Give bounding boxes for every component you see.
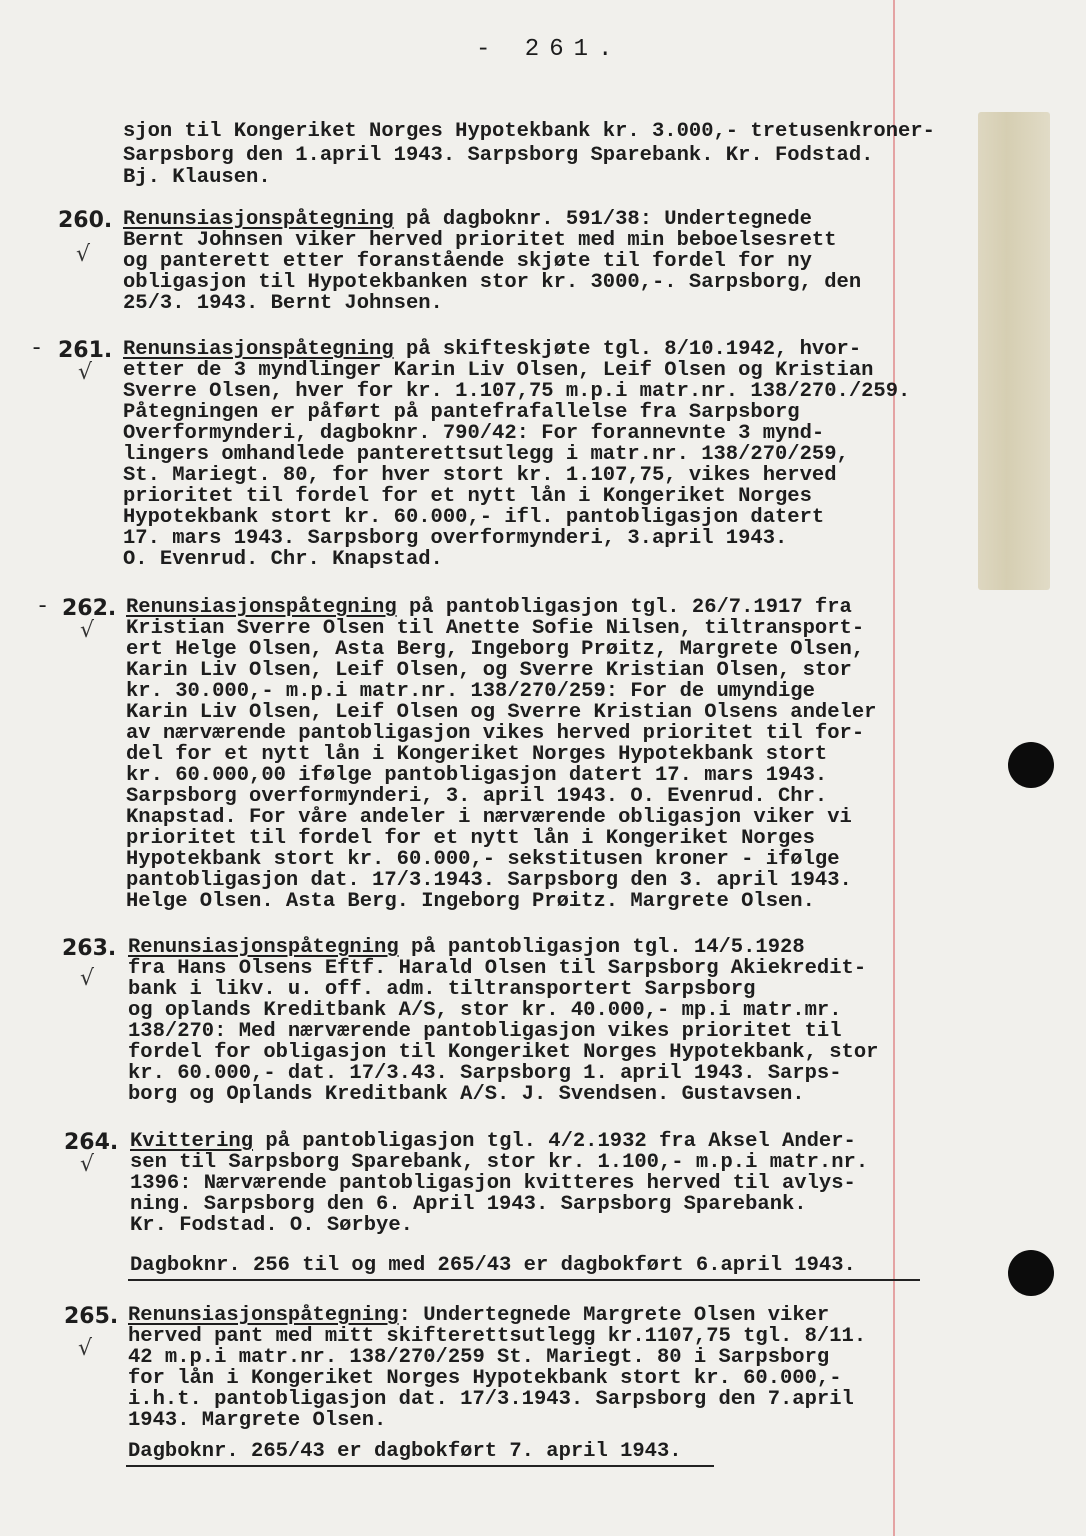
note-underline bbox=[128, 1279, 920, 1281]
note-underline bbox=[126, 1465, 714, 1467]
entry-line: Sverre Olsen, hver for kr. 1.107,75 m.p.i matr.nr. 138/270./259. bbox=[123, 380, 911, 403]
entry-first-text: på pantobligasjon tgl. 26/7.1917 fra bbox=[396, 596, 852, 619]
punch-hole bbox=[1008, 742, 1054, 788]
margin-rule bbox=[893, 0, 895, 1536]
entry-heading: Renunsiasjonspåtegning bbox=[123, 338, 394, 361]
entry-line: ert Helge Olsen, Asta Berg, Ingeborg Prøitz, Margrete Olsen, bbox=[126, 638, 865, 661]
intro-line: sjon til Kongeriket Norges Hypotekbank kr. 3.000,- tretusenkroner- bbox=[123, 120, 935, 143]
entry-line: del for et nytt lån i Kongeriket Norges Hypotekbank stort bbox=[126, 743, 828, 766]
entry-line: og panterett etter foranstående skjøte til fordel for ny bbox=[123, 250, 812, 273]
entry-first-line bbox=[126, 598, 852, 619]
entry-first-text: : Undertegnede Margrete Olsen viker bbox=[398, 1304, 830, 1327]
entry-line: Kristian Sverre Olsen til Anette Sofie Nilsen, tiltransport- bbox=[126, 617, 865, 640]
entry-line: pantobligasjon dat. 17/3.1943. Sarpsborg den 3. april 1943. bbox=[126, 869, 852, 892]
entry-line: av nærværende pantobligasjon vikes herved prioritet til for- bbox=[126, 722, 865, 745]
entry-heading: Renunsiasjonspåtegning bbox=[128, 936, 399, 959]
page-number: - 261. bbox=[476, 36, 623, 63]
entry-line: kr. 30.000,- m.p.i matr.nr. 138/270/259: For de umyndige bbox=[126, 680, 815, 703]
entry-line: Hypotekbank stort kr. 60.000,- sekstitusen kroner - ifølge bbox=[126, 848, 840, 871]
entry-heading: Renunsiasjonspåtegning bbox=[123, 208, 394, 231]
tape-strip bbox=[978, 112, 1050, 590]
entry-first-text: på skifteskjøte tgl. 8/10.1942, hvor- bbox=[393, 338, 862, 361]
entry-line: 17. mars 1943. Sarpsborg overformynderi, 3.april 1943. bbox=[123, 527, 788, 550]
entry-heading: Renunsiasjonspåtegning bbox=[128, 1304, 399, 1327]
entry-line: og oplands Kreditbank A/S, stor kr. 40.000,- mp.i matr.mr. bbox=[128, 999, 842, 1022]
entry-line: prioritet til fordel for et nytt lån i Kongeriket Norges bbox=[126, 827, 815, 850]
entry-number: 264. bbox=[64, 1130, 119, 1155]
entry-line: for lån i Kongeriket Norges Hypotekbank stort kr. 60.000,- bbox=[128, 1367, 842, 1390]
entry-line: bank i likv. u. off. adm. tiltransportert Sarpsborg bbox=[128, 978, 756, 1001]
entry-number: 262. bbox=[62, 596, 117, 621]
dagbok-note: Dagboknr. 265/43 er dagbokført 7. april 1943. bbox=[128, 1440, 682, 1463]
entry-line: 42 m.p.i matr.nr. 138/270/259 St. Mariegt. 80 i Sarpsborg bbox=[128, 1346, 830, 1369]
entry-line: ning. Sarpsborg den 6. April 1943. Sarpsborg Sparebank. bbox=[130, 1193, 807, 1216]
intro-line: Sarpsborg den 1.april 1943. Sarpsborg Sparebank. Kr. Fodstad. bbox=[123, 144, 874, 167]
entry-line: kr. 60.000,- dat. 17/3.43. Sarpsborg 1. april 1943. Sarps- bbox=[128, 1062, 842, 1085]
entry-line: 138/270: Med nærværende pantobligasjon vikes prioritet til bbox=[128, 1020, 842, 1043]
intro-line: Bj. Klausen. bbox=[123, 166, 271, 189]
entry-first-line bbox=[130, 1132, 856, 1153]
entry-line: Kr. Fodstad. O. Sørbye. bbox=[130, 1214, 413, 1237]
dagbok-note: Dagboknr. 256 til og med 265/43 er dagbokført 6.april 1943. bbox=[130, 1254, 856, 1277]
entry-first-line bbox=[123, 210, 812, 231]
entry-line: Knapstad. For våre andeler i nærværende obligasjon viker vi bbox=[126, 806, 852, 829]
entry-line: obligasjon til Hypotekbanken stor kr. 3000,-. Sarpsborg, den bbox=[123, 271, 862, 294]
entry-line: O. Evenrud. Chr. Knapstad. bbox=[123, 548, 443, 571]
entry-line: Sarpsborg overformynderi, 3. april 1943. O. Evenrud. Chr. bbox=[126, 785, 828, 808]
entry-line: lingers omhandlede panterettsutlegg i matr.nr. 138/270/259, bbox=[123, 443, 849, 466]
entry-line: i.h.t. pantobligasjon dat. 17/3.1943. Sarpsborg den 7.april bbox=[128, 1388, 854, 1411]
entry-heading: Kvittering bbox=[130, 1130, 254, 1153]
entry-line: 1396: Nærværende pantobligasjon kvitteres herved til avlys- bbox=[130, 1172, 856, 1195]
entry-line: St. Mariegt. 80, for hver stort kr. 1.107,75, vikes herved bbox=[123, 464, 837, 487]
check-mark: √ bbox=[76, 242, 91, 267]
check-mark: √ bbox=[80, 1152, 95, 1177]
entry-first-text: på pantobligasjon tgl. 14/5.1928 bbox=[398, 936, 805, 959]
entry-first-text: på dagboknr. 591/38: Undertegnede bbox=[393, 208, 812, 231]
entry-line: herved pant med mitt skifterettsutlegg kr.1107,75 tgl. 8/11. bbox=[128, 1325, 867, 1348]
check-mark: √ bbox=[78, 360, 93, 385]
entry-line: fra Hans Olsens Eftf. Harald Olsen til Sarpsborg Akiekredit- bbox=[128, 957, 867, 980]
entry-line: etter de 3 myndlinger Karin Liv Olsen, Leif Olsen og Kristian bbox=[123, 359, 874, 382]
entry-line: 25/3. 1943. Bernt Johnsen. bbox=[123, 292, 443, 315]
entry-first-line bbox=[128, 938, 805, 959]
entry-number: 263. bbox=[62, 936, 117, 961]
entry-line: Karin Liv Olsen, Leif Olsen og Sverre Kristian Olsens andeler bbox=[126, 701, 877, 724]
entry-line: prioritet til fordel for et nytt lån i Kongeriket Norges bbox=[123, 485, 812, 508]
margin-dash: - bbox=[30, 336, 44, 361]
entry-heading: Renunsiasjonspåtegning bbox=[126, 596, 397, 619]
entry-line: 1943. Margrete Olsen. bbox=[128, 1409, 387, 1432]
entry-line: Påtegningen er påført på pantefrafallelse fra Sarpsborg bbox=[123, 401, 800, 424]
entry-line: Karin Liv Olsen, Leif Olsen, og Sverre Kristian Olsen, stor bbox=[126, 659, 852, 682]
entry-number: 261. bbox=[58, 338, 113, 363]
entry-line: borg og Oplands Kreditbank A/S. J. Svendsen. Gustavsen. bbox=[128, 1083, 805, 1106]
entry-number: 265. bbox=[64, 1304, 119, 1329]
punch-hole bbox=[1008, 1250, 1054, 1296]
entry-first-text: på pantobligasjon tgl. 4/2.1932 fra Aksel Ander- bbox=[253, 1130, 856, 1153]
entry-first-line bbox=[123, 340, 861, 361]
entry-first-line bbox=[128, 1306, 829, 1327]
entry-line: Bernt Johnsen viker herved prioritet med min beboelsesrett bbox=[123, 229, 837, 252]
check-mark: √ bbox=[78, 1336, 93, 1361]
margin-dash: - bbox=[36, 594, 50, 619]
entry-line: fordel for obligasjon til Kongeriket Norges Hypotekbank, stor bbox=[128, 1041, 879, 1064]
entry-line: Hypotekbank stort kr. 60.000,- ifl. pantobligasjon datert bbox=[123, 506, 825, 529]
entry-number: 260. bbox=[58, 208, 113, 233]
entry-line: kr. 60.000,00 ifølge pantobligasjon datert 17. mars 1943. bbox=[126, 764, 828, 787]
check-mark: √ bbox=[80, 966, 95, 991]
entry-line: Helge Olsen. Asta Berg. Ingeborg Prøitz. Margrete Olsen. bbox=[126, 890, 815, 913]
check-mark: √ bbox=[80, 618, 95, 643]
entry-line: sen til Sarpsborg Sparebank, stor kr. 1.100,- m.p.i matr.nr. bbox=[130, 1151, 869, 1174]
entry-line: Overformynderi, dagboknr. 790/42: For forannevnte 3 mynd- bbox=[123, 422, 825, 445]
